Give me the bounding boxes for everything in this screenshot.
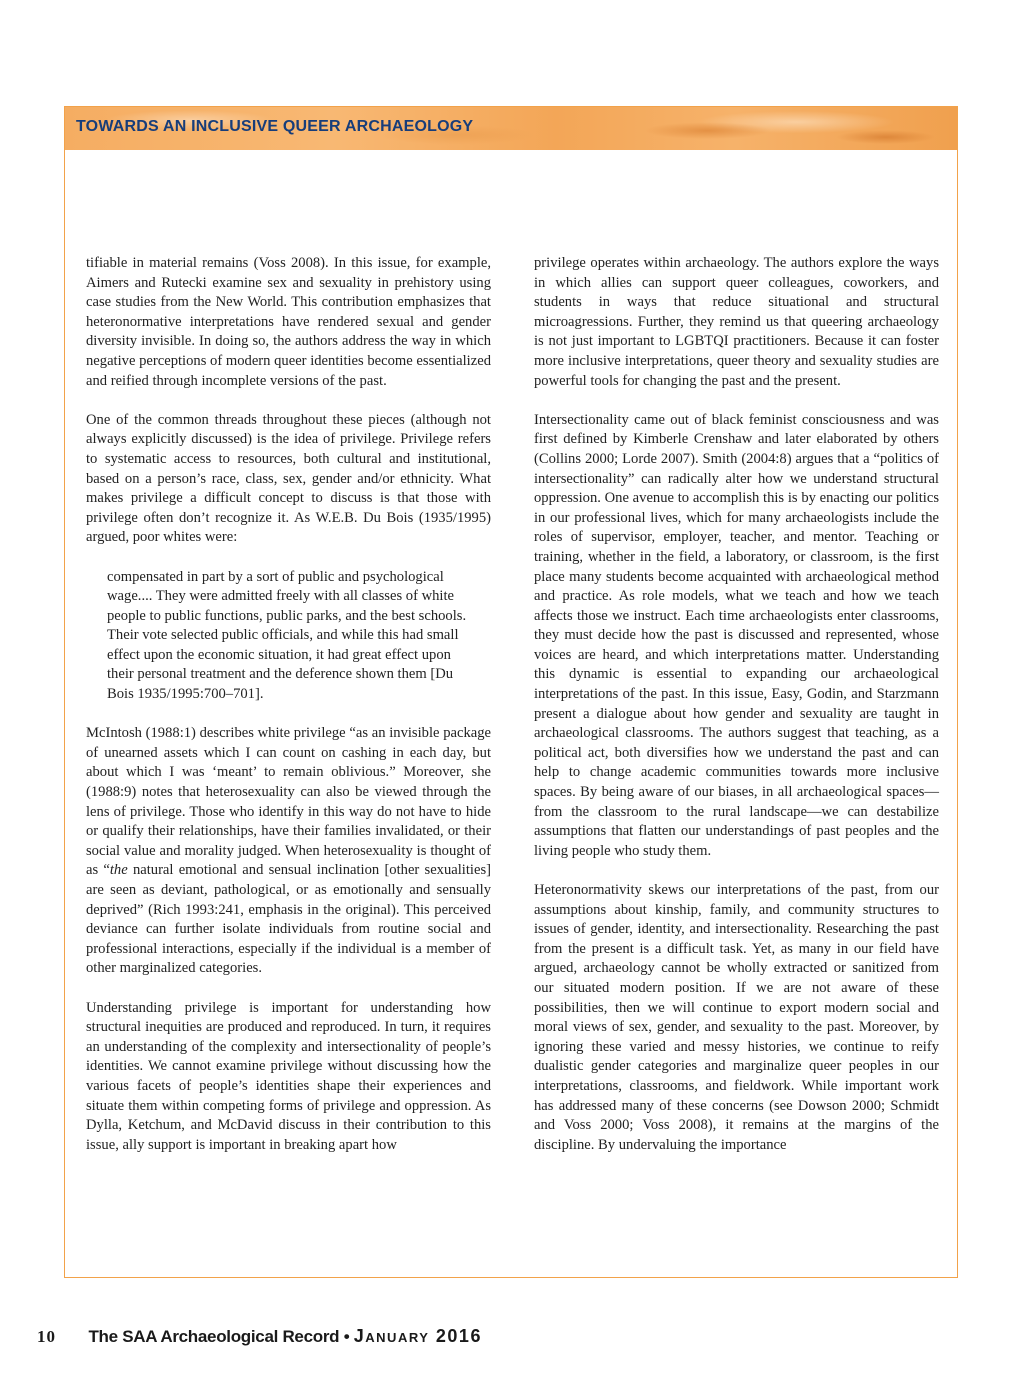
paragraph: Heteronormativity skews our interpretations of the past, from our assumptions about kinship, family, and community structures to issues of gender, identity, and intersectionality. Researching the past from the present is a difficult task. Yet, as many in our field have argued, archaeology cannot be wholly extracted or sanitized from our situated modern position. If we are not aware of these possibilities, then we will continue to export modern social and moral views of sex, gender, and sexuality to the past. Moreover, by ignoring these varied and messy histories, we continue to reify dualistic gender categories and marginalize queer peoples in our interpretations, classrooms, and fieldwork. While important work has addressed many of these concerns (see Dowson 2000; Schmidt and Voss 2000; Voss 2008), it remains at the margins of the discipline. By undervaluing the importance bbox=[534, 882, 939, 1153]
paragraph: One of the common threads throughout these pieces (although not always explicitly discussed) is the idea of privilege. Privilege refers to systematic access to resources, both cultural and institutional, based on a person’s race, class, sex, gender and/or ethnicity. What makes privilege a difficult concept to discuss is that those with privilege often don’t recognize it. As W.E.B. Du Bois (1935/1995) argued, poor whites were: bbox=[86, 411, 491, 546]
journal-title: The SAA Archaeological Record bbox=[88, 1327, 340, 1346]
issue-date: January 2016 bbox=[353, 1326, 482, 1346]
paragraph-text: natural emotional and sensual inclination [other sexualities] are seen as deviant, pathological, or as emotionally and sensually deprived” (Rich 1993:241, emphasis in the original). This perceived deviance can further isolate individuals from routine social and professional interactions, especially if the individual is a member of other marginalized categories. bbox=[86, 862, 491, 977]
paragraph bbox=[86, 724, 491, 979]
footer-separator: • bbox=[343, 1327, 354, 1346]
right-column bbox=[534, 254, 939, 1175]
paragraph-text: McIntosh (1988:1) describes white privilege “as an invisible package of unearned assets which I can count on cashing in each day, but about which I was ‘meant’ to remain oblivious.” Moreover, she (1988:9) notes that heterosexuality can also be viewed through the lens of privilege. Those who identify in this way do not have to hide or qualify their relationships, have their families invalidated, or their social value and morality judged. When heterosexuality is thought of as “ bbox=[86, 725, 491, 879]
paragraph: privilege operates within archaeology. The authors explore the ways in which allies can support queer colleagues, coworkers, and students in ways that reduce situational and structural microagressions. Further, they remind us that queering archaeology is not just important to LGBTQI practitioners. Because it can foster more inclusive interpretations, queer theory and sexuality studies are powerful tools for changing the past and the present. bbox=[534, 255, 939, 389]
left-column bbox=[86, 254, 491, 1175]
paragraph: Intersectionality came out of black feminist consciousness and was first defined by Kimberle Crenshaw and later elaborated by others (Collins 2000; Lorde 2007). Smith (2004:8) argues that a “politics of intersectionality” can radically alter how we understand structural oppression. One avenue to accomplish this is by enacting our politics in our professional lives, which for many archaeologists include the roles of supervisor, employer, teacher, and mentor. Teaching or training, whether in the field, a laboratory, or classroom, is the first place many students become acquainted with archaeological method and practice. As role models, what we teach and how we teach affects those we instruct. Each time archaeologists enter classrooms, they must decide how the past is discussed and represented, whose voices are heard, and which interpretations matter. Understanding this dynamic is essential to expanding our archaeological interpretations of the past. In this issue, Easy, Godin, and Starzmann present a dialogue about how gender and sexuality are taught in archaeological classrooms. The authors suggest that teaching, as a political act, both diversifies how we understand the past and can help to change academic communities towards more inclusive spaces. By being aware of our biases, in all archaeological spaces—from the classroom to the rural landscape—we can destabilize assumptions that flatten our understandings of past peoples and the living people who study them. bbox=[534, 411, 939, 859]
paragraph: Understanding privilege is important for understanding how structural inequities are produced and reproduced. In turn, it requires an understanding of the complexity and intersectionality of people’s identities. We cannot examine privilege without discussing how the various facets of people’s identities shape their experiences and situate them within competing forms of privilege and oppression. As Dylla, Ketchum, and McDavid discuss in their contribution to this issue, ally support is important in breaking apart how bbox=[86, 999, 491, 1153]
block-quote: compensated in part by a sort of public and psychological wage.... They were admitted freely with all classes of white people to public functions, public parks, and the best schools. Their vote selected public officials, and while this had small effect upon the economic situation, it had great effect upon their personal treatment and the deference shown them [Du Bois 1935/1995:700–701]. bbox=[107, 568, 467, 703]
page-footer bbox=[37, 1326, 482, 1347]
section-banner bbox=[65, 107, 957, 150]
page-number: 10 bbox=[37, 1327, 56, 1346]
section-title: TOWARDS AN INCLUSIVE QUEER ARCHAEOLOGY bbox=[76, 118, 474, 135]
emphasis-text: the bbox=[109, 862, 128, 879]
paragraph: tifiable in material remains (Voss 2008). In this issue, for example, Aimers and Rutecki examine sex and sexuality in prehistory using case studies from the New World. This contribution emphasizes that heteronormative interpretations have rendered sexual and gender diversity invisible. In doing so, the authors address the way in which negative perceptions of modern queer identities become essentialized and reified through incomplete versions of the past. bbox=[86, 255, 491, 389]
